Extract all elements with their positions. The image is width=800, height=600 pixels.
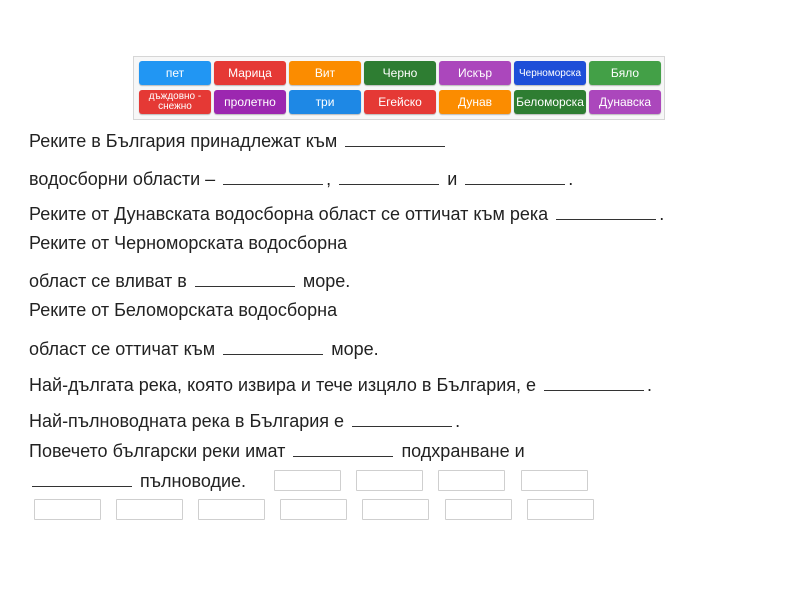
sentence-text: Най-дългата река, която извира и тече изцяло в България, е xyxy=(29,375,537,395)
word-tile[interactable]: Вит xyxy=(289,61,361,85)
empty-answer-slot[interactable] xyxy=(527,499,594,520)
sentence-text: . xyxy=(659,204,665,224)
sentence-3-line-2 xyxy=(29,270,350,292)
word-tile[interactable]: Черно xyxy=(364,61,436,85)
sentence-text: и xyxy=(447,169,458,189)
word-tile[interactable]: дъждовно - снежно xyxy=(139,90,211,114)
answer-blank[interactable] xyxy=(352,410,452,427)
answer-blank[interactable] xyxy=(465,168,565,185)
answer-blank[interactable] xyxy=(556,203,656,220)
answer-blank[interactable] xyxy=(32,470,132,487)
empty-answer-slot[interactable] xyxy=(445,499,512,520)
word-bank xyxy=(133,56,665,120)
answer-blank[interactable] xyxy=(223,338,323,355)
word-tile[interactable]: Марица xyxy=(214,61,286,85)
sentence-text: Реките от Беломорската водосборна xyxy=(29,300,338,320)
sentence-text: пълноводие. xyxy=(140,471,247,491)
sentence-text: Повечето български реки имат xyxy=(29,441,286,461)
word-tile[interactable]: Искър xyxy=(439,61,511,85)
sentence-text: Реките от Черноморската водосборна xyxy=(29,233,348,253)
answer-blank[interactable] xyxy=(293,440,393,457)
sentence-4-line-1 xyxy=(29,300,337,321)
sentence-text: . xyxy=(568,169,574,189)
word-tile[interactable]: Бяло xyxy=(589,61,661,85)
sentence-text: , xyxy=(326,169,332,189)
word-tile[interactable]: Дунав xyxy=(439,90,511,114)
sentence-text: море. xyxy=(331,339,379,359)
empty-answer-slot[interactable] xyxy=(198,499,265,520)
empty-answer-slot[interactable] xyxy=(280,499,347,520)
sentence-3-line-1 xyxy=(29,233,347,254)
sentence-text: водосборни области – xyxy=(29,169,216,189)
sentence-text: подхранване и xyxy=(401,441,525,461)
word-tile[interactable]: Беломорска xyxy=(514,90,586,114)
empty-answer-slot[interactable] xyxy=(34,499,101,520)
sentence-2 xyxy=(29,203,664,225)
sentence-text: . xyxy=(647,375,653,395)
word-tile[interactable]: три xyxy=(289,90,361,114)
sentence-text: море. xyxy=(302,271,351,291)
sentence-7-line-1 xyxy=(29,440,525,462)
sentence-text: област се вливат в xyxy=(29,271,187,291)
sentence-text: Реките от Дунавската водосборна област се оттичат към река xyxy=(29,204,549,224)
word-tile[interactable]: пролетно xyxy=(214,90,286,114)
sentence-1-line-1 xyxy=(29,130,448,152)
empty-answer-slot[interactable] xyxy=(356,470,423,491)
word-tile[interactable]: Егейско xyxy=(364,90,436,114)
sentence-6 xyxy=(29,410,460,432)
empty-answer-slot[interactable] xyxy=(274,470,341,491)
empty-answer-slot[interactable] xyxy=(362,499,429,520)
sentence-4-line-2 xyxy=(29,338,379,360)
sentence-text: област се оттичат към xyxy=(29,339,216,359)
empty-answer-slot[interactable] xyxy=(116,499,183,520)
empty-answer-slot[interactable] xyxy=(438,470,505,491)
sentence-text: . xyxy=(455,411,461,431)
sentence-7-line-2 xyxy=(29,470,246,492)
answer-blank[interactable] xyxy=(345,130,445,147)
sentence-text: Реките в България принадлежат към xyxy=(29,131,338,151)
sentence-1-line-2 xyxy=(29,168,573,190)
word-tile[interactable]: пет xyxy=(139,61,211,85)
answer-blank[interactable] xyxy=(544,374,644,391)
answer-blank[interactable] xyxy=(195,270,295,287)
word-tile[interactable]: Черноморска xyxy=(514,61,586,85)
word-tile[interactable]: Дунавска xyxy=(589,90,661,114)
sentence-5 xyxy=(29,374,652,396)
empty-answer-slot[interactable] xyxy=(521,470,588,491)
sentence-text: Най-пълноводната река в България е xyxy=(29,411,345,431)
answer-blank[interactable] xyxy=(339,168,439,185)
answer-blank[interactable] xyxy=(223,168,323,185)
